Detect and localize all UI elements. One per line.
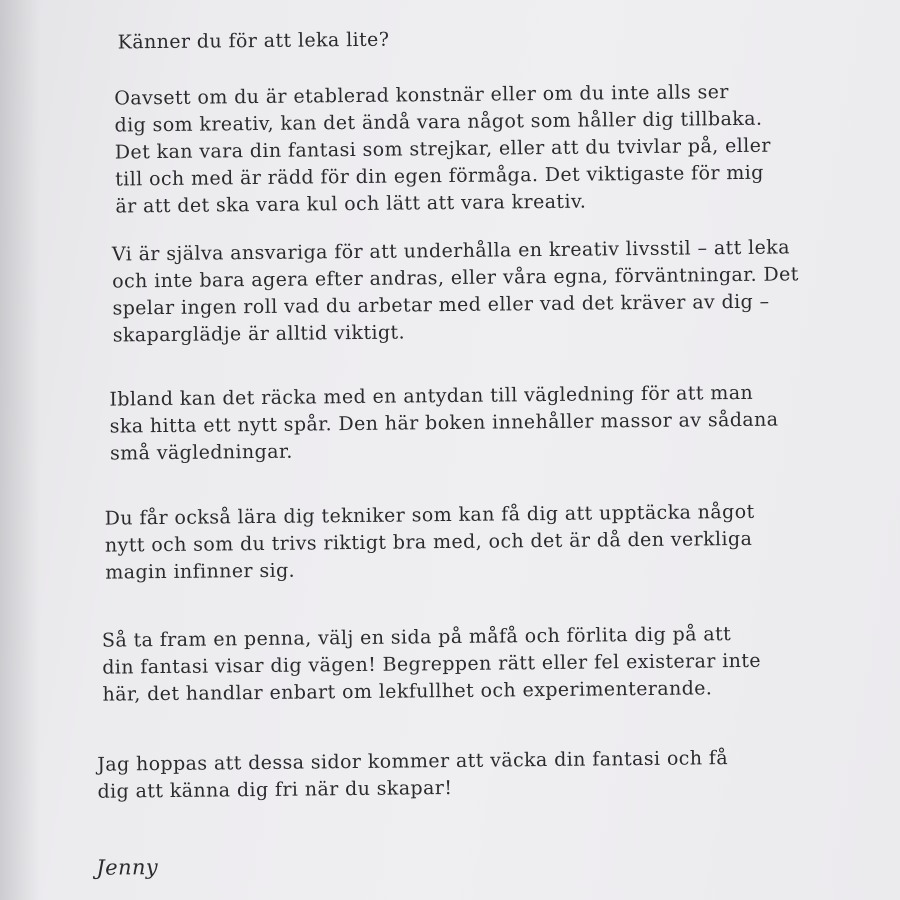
text-line: är att det ska vara kul och lätt att vara kreativ. [115,190,587,218]
text-line: Jag hoppas att dessa sidor kommer att väcka din fantasi och få [97,747,729,776]
text-line: till och med är rädd för din egen förmåga. Det viktigaste för mig [115,161,764,191]
paragraph-5 [102,621,762,709]
text-line: dig att känna dig fri när du skapar! [97,776,453,803]
text-line: Så ta fram en penna, välj en sida på måfå och förlita dig på att [101,623,732,652]
paragraph-4 [105,499,756,587]
text-line: ska hitta ett nytt spår. Den här boken innehåller massor av sådana [109,408,779,438]
paragraph-6 [97,745,728,806]
paragraph-1 [114,79,771,221]
text-line: magin infinner sig. [105,559,296,584]
text-line: dig som kreativ, kan det ändå vara något som håller dig tillbaka. [114,107,763,137]
text-line: här, det handlar enbart om lekfullhet och experimenterande. [102,677,713,706]
text-line: Du får också lära dig tekniker som kan få dig att upptäcka något [104,500,755,530]
text-line: Oavsett om du är etablerad konstnär eller om du inte alls ser [114,81,729,110]
text-line: Ibland kan det räcka med en antydan till vägledning för att man [109,381,754,411]
text-line: små vägledningar. [109,440,293,465]
text-line: Vi är själva ansvariga för att underhålla en kreativ livsstil – att leka [111,236,790,266]
text-line: nytt och som du trivs riktigt bra med, och det är då den verkliga [104,527,753,557]
paragraph-intro-question [118,27,390,57]
text-line: spelar ingen roll vad du arbetar med eller vad det kräver av dig – [112,290,770,320]
paragraph-3 [109,380,779,468]
author-signature: Jenny [96,855,159,880]
text-line: Känner du för att leka lite? [117,28,390,54]
text-line: Det kan vara din fantasi som strejkar, eller att du tvivlar på, eller [114,134,771,164]
text-line: och inte bara agera efter andras, eller våra egna, förväntningar. Det [112,263,799,293]
text-line: din fantasi visar dig vägen! Begreppen rätt eller fel existerar inte [102,649,762,679]
text-line: skaparglädje är alltid viktigt. [112,321,406,347]
paragraph-2 [112,234,800,349]
